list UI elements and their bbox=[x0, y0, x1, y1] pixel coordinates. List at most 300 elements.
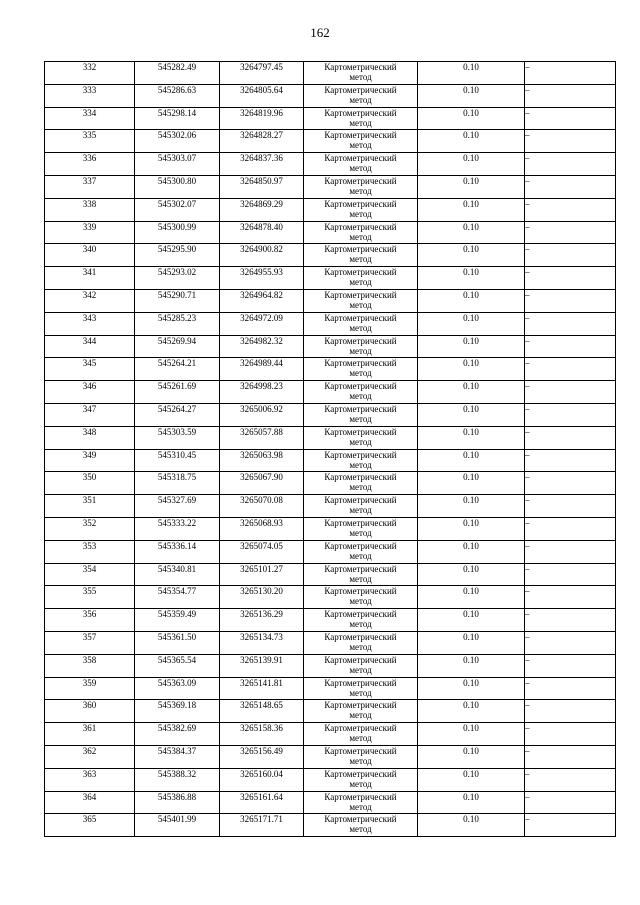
table-row bbox=[45, 723, 616, 746]
method-line-1: Картометрический bbox=[324, 654, 397, 665]
method-cell bbox=[304, 381, 418, 404]
note-cell: – bbox=[525, 540, 616, 563]
method-cell bbox=[304, 289, 418, 312]
y-coordinate-cell: 3265057.88 bbox=[220, 426, 304, 449]
method-line-1: Картометрический bbox=[324, 403, 397, 414]
method-cell bbox=[304, 107, 418, 130]
precision-cell: 0.10 bbox=[418, 426, 525, 449]
table-row bbox=[45, 175, 616, 198]
note-cell: – bbox=[525, 84, 616, 107]
point-number-cell: 350 bbox=[45, 472, 135, 495]
note-cell: – bbox=[525, 677, 616, 700]
method-cell bbox=[304, 198, 418, 221]
method-cell bbox=[304, 631, 418, 654]
method-line-2: метод bbox=[349, 687, 372, 698]
y-coordinate-cell: 3265171.71 bbox=[220, 814, 304, 837]
point-number-cell: 336 bbox=[45, 153, 135, 176]
table-row bbox=[45, 381, 616, 404]
point-number-cell: 354 bbox=[45, 563, 135, 586]
method-cell bbox=[304, 312, 418, 335]
method-line-1: Картометрический bbox=[324, 768, 397, 779]
method-cell bbox=[304, 563, 418, 586]
precision-cell: 0.10 bbox=[418, 609, 525, 632]
method-line-1: Картометрический bbox=[324, 358, 397, 369]
y-coordinate-cell: 3264878.40 bbox=[220, 221, 304, 244]
point-number-cell: 347 bbox=[45, 403, 135, 426]
table-row bbox=[45, 107, 616, 130]
precision-cell: 0.10 bbox=[418, 62, 525, 85]
method-line-2: метод bbox=[349, 505, 372, 516]
x-coordinate-cell: 545303.07 bbox=[135, 153, 220, 176]
x-coordinate-cell: 545285.23 bbox=[135, 312, 220, 335]
point-number-cell: 364 bbox=[45, 791, 135, 814]
method-cell bbox=[304, 130, 418, 153]
method-line-1: Картометрический bbox=[324, 267, 397, 278]
table-row bbox=[45, 814, 616, 837]
point-number-cell: 339 bbox=[45, 221, 135, 244]
method-line-2: метод bbox=[349, 482, 372, 493]
point-number-cell: 360 bbox=[45, 700, 135, 723]
y-coordinate-cell: 3264964.82 bbox=[220, 289, 304, 312]
x-coordinate-cell: 545369.18 bbox=[135, 700, 220, 723]
method-line-1: Картометрический bbox=[324, 289, 397, 300]
method-line-1: Картометрический bbox=[324, 700, 397, 711]
point-number-cell: 353 bbox=[45, 540, 135, 563]
note-cell: – bbox=[525, 517, 616, 540]
note-cell: – bbox=[525, 563, 616, 586]
precision-cell: 0.10 bbox=[418, 472, 525, 495]
precision-cell: 0.10 bbox=[418, 517, 525, 540]
precision-cell: 0.10 bbox=[418, 267, 525, 290]
x-coordinate-cell: 545290.71 bbox=[135, 289, 220, 312]
method-line-2: метод bbox=[349, 94, 372, 105]
method-cell bbox=[304, 472, 418, 495]
point-number-cell: 343 bbox=[45, 312, 135, 335]
method-line-2: метод bbox=[349, 391, 372, 402]
method-line-2: метод bbox=[349, 710, 372, 721]
table-row bbox=[45, 426, 616, 449]
y-coordinate-cell: 3264797.45 bbox=[220, 62, 304, 85]
method-line-1: Картометрический bbox=[324, 609, 397, 620]
note-cell: – bbox=[525, 267, 616, 290]
method-line-1: Картометрический bbox=[324, 84, 397, 95]
point-number-cell: 351 bbox=[45, 495, 135, 518]
point-number-cell: 345 bbox=[45, 358, 135, 381]
x-coordinate-cell: 545359.49 bbox=[135, 609, 220, 632]
table-row bbox=[45, 153, 616, 176]
note-cell: – bbox=[525, 586, 616, 609]
y-coordinate-cell: 3264850.97 bbox=[220, 175, 304, 198]
table-row bbox=[45, 358, 616, 381]
precision-cell: 0.10 bbox=[418, 540, 525, 563]
y-coordinate-cell: 3265006.92 bbox=[220, 403, 304, 426]
method-line-2: метод bbox=[349, 140, 372, 151]
method-cell bbox=[304, 791, 418, 814]
y-coordinate-cell: 3265158.36 bbox=[220, 723, 304, 746]
method-line-2: метод bbox=[349, 619, 372, 630]
method-line-1: Картометрический bbox=[324, 631, 397, 642]
point-number-cell: 348 bbox=[45, 426, 135, 449]
point-number-cell: 338 bbox=[45, 198, 135, 221]
method-line-2: метод bbox=[349, 185, 372, 196]
y-coordinate-cell: 3265161.64 bbox=[220, 791, 304, 814]
table-row bbox=[45, 472, 616, 495]
table-row bbox=[45, 768, 616, 791]
precision-cell: 0.10 bbox=[418, 403, 525, 426]
precision-cell: 0.10 bbox=[418, 84, 525, 107]
note-cell: – bbox=[525, 700, 616, 723]
method-line-1: Картометрический bbox=[324, 153, 397, 164]
precision-cell: 0.10 bbox=[418, 335, 525, 358]
note-cell: – bbox=[525, 631, 616, 654]
precision-cell: 0.10 bbox=[418, 175, 525, 198]
method-line-2: метод bbox=[349, 231, 372, 242]
note-cell: – bbox=[525, 472, 616, 495]
method-line-1: Картометрический bbox=[324, 791, 397, 802]
method-line-1: Картометрический bbox=[324, 472, 397, 483]
precision-cell: 0.10 bbox=[418, 814, 525, 837]
method-line-1: Картометрический bbox=[324, 495, 397, 506]
y-coordinate-cell: 3264819.96 bbox=[220, 107, 304, 130]
y-coordinate-cell: 3265074.05 bbox=[220, 540, 304, 563]
point-number-cell: 352 bbox=[45, 517, 135, 540]
method-cell bbox=[304, 814, 418, 837]
x-coordinate-cell: 545310.45 bbox=[135, 449, 220, 472]
note-cell: – bbox=[525, 312, 616, 335]
y-coordinate-cell: 3265063.98 bbox=[220, 449, 304, 472]
note-cell: – bbox=[525, 814, 616, 837]
x-coordinate-cell: 545300.80 bbox=[135, 175, 220, 198]
y-coordinate-cell: 3265139.91 bbox=[220, 654, 304, 677]
method-line-2: метод bbox=[349, 641, 372, 652]
note-cell: – bbox=[525, 723, 616, 746]
method-cell bbox=[304, 677, 418, 700]
method-line-1: Картометрический bbox=[324, 677, 397, 688]
table-row bbox=[45, 289, 616, 312]
x-coordinate-cell: 545286.63 bbox=[135, 84, 220, 107]
x-coordinate-cell: 545269.94 bbox=[135, 335, 220, 358]
x-coordinate-cell: 545293.02 bbox=[135, 267, 220, 290]
table-row bbox=[45, 449, 616, 472]
method-line-1: Картометрический bbox=[324, 723, 397, 734]
method-line-2: метод bbox=[349, 778, 372, 789]
x-coordinate-cell: 545363.09 bbox=[135, 677, 220, 700]
note-cell: – bbox=[525, 381, 616, 404]
method-cell bbox=[304, 745, 418, 768]
precision-cell: 0.10 bbox=[418, 107, 525, 130]
point-number-cell: 334 bbox=[45, 107, 135, 130]
method-line-1: Картометрический bbox=[324, 107, 397, 118]
table-row bbox=[45, 312, 616, 335]
point-number-cell: 335 bbox=[45, 130, 135, 153]
precision-cell: 0.10 bbox=[418, 586, 525, 609]
note-cell: – bbox=[525, 791, 616, 814]
precision-cell: 0.10 bbox=[418, 677, 525, 700]
method-line-1: Картометрический bbox=[324, 381, 397, 392]
x-coordinate-cell: 545261.69 bbox=[135, 381, 220, 404]
method-cell bbox=[304, 84, 418, 107]
point-number-cell: 359 bbox=[45, 677, 135, 700]
table-row bbox=[45, 586, 616, 609]
y-coordinate-cell: 3265136.29 bbox=[220, 609, 304, 632]
note-cell: – bbox=[525, 107, 616, 130]
method-line-2: метод bbox=[349, 277, 372, 288]
note-cell: – bbox=[525, 745, 616, 768]
x-coordinate-cell: 545298.14 bbox=[135, 107, 220, 130]
y-coordinate-cell: 3264900.82 bbox=[220, 244, 304, 267]
point-number-cell: 337 bbox=[45, 175, 135, 198]
precision-cell: 0.10 bbox=[418, 289, 525, 312]
x-coordinate-cell: 545336.14 bbox=[135, 540, 220, 563]
point-number-cell: 341 bbox=[45, 267, 135, 290]
method-cell bbox=[304, 586, 418, 609]
precision-cell: 0.10 bbox=[418, 631, 525, 654]
x-coordinate-cell: 545300.99 bbox=[135, 221, 220, 244]
page-number: 162 bbox=[310, 25, 330, 40]
method-line-2: метод bbox=[349, 596, 372, 607]
method-cell bbox=[304, 153, 418, 176]
note-cell: – bbox=[525, 768, 616, 791]
precision-cell: 0.10 bbox=[418, 312, 525, 335]
precision-cell: 0.10 bbox=[418, 244, 525, 267]
y-coordinate-cell: 3265160.04 bbox=[220, 768, 304, 791]
note-cell: – bbox=[525, 426, 616, 449]
note-cell: – bbox=[525, 449, 616, 472]
table-row bbox=[45, 631, 616, 654]
method-line-2: метод bbox=[349, 345, 372, 356]
y-coordinate-cell: 3265101.27 bbox=[220, 563, 304, 586]
method-cell bbox=[304, 540, 418, 563]
y-coordinate-cell: 3265141.81 bbox=[220, 677, 304, 700]
method-line-1: Картометрический bbox=[324, 563, 397, 574]
method-cell bbox=[304, 609, 418, 632]
method-line-1: Картометрический bbox=[324, 449, 397, 460]
x-coordinate-cell: 545302.06 bbox=[135, 130, 220, 153]
x-coordinate-cell: 545365.54 bbox=[135, 654, 220, 677]
method-line-2: метод bbox=[349, 322, 372, 333]
precision-cell: 0.10 bbox=[418, 495, 525, 518]
note-cell: – bbox=[525, 244, 616, 267]
point-number-cell: 355 bbox=[45, 586, 135, 609]
table-row bbox=[45, 244, 616, 267]
method-cell bbox=[304, 426, 418, 449]
y-coordinate-cell: 3264828.27 bbox=[220, 130, 304, 153]
method-cell bbox=[304, 449, 418, 472]
method-cell bbox=[304, 723, 418, 746]
table-body bbox=[45, 62, 616, 837]
table-row bbox=[45, 609, 616, 632]
y-coordinate-cell: 3265070.08 bbox=[220, 495, 304, 518]
precision-cell: 0.10 bbox=[418, 745, 525, 768]
precision-cell: 0.10 bbox=[418, 791, 525, 814]
x-coordinate-cell: 545384.37 bbox=[135, 745, 220, 768]
method-line-2: метод bbox=[349, 254, 372, 265]
table-row bbox=[45, 267, 616, 290]
precision-cell: 0.10 bbox=[418, 358, 525, 381]
method-line-2: метод bbox=[349, 117, 372, 128]
note-cell: – bbox=[525, 358, 616, 381]
x-coordinate-cell: 545354.77 bbox=[135, 586, 220, 609]
point-number-cell: 358 bbox=[45, 654, 135, 677]
precision-cell: 0.10 bbox=[418, 654, 525, 677]
x-coordinate-cell: 545327.69 bbox=[135, 495, 220, 518]
x-coordinate-cell: 545303.59 bbox=[135, 426, 220, 449]
y-coordinate-cell: 3264837.36 bbox=[220, 153, 304, 176]
x-coordinate-cell: 545382.69 bbox=[135, 723, 220, 746]
y-coordinate-cell: 3265148.65 bbox=[220, 700, 304, 723]
table-row bbox=[45, 62, 616, 85]
note-cell: – bbox=[525, 335, 616, 358]
method-line-2: метод bbox=[349, 733, 372, 744]
method-line-1: Картометрический bbox=[324, 517, 397, 528]
method-line-2: метод bbox=[349, 755, 372, 766]
method-line-1: Картометрический bbox=[324, 586, 397, 597]
method-cell bbox=[304, 175, 418, 198]
x-coordinate-cell: 545361.50 bbox=[135, 631, 220, 654]
note-cell: – bbox=[525, 609, 616, 632]
x-coordinate-cell: 545388.32 bbox=[135, 768, 220, 791]
method-cell bbox=[304, 495, 418, 518]
precision-cell: 0.10 bbox=[418, 449, 525, 472]
method-cell bbox=[304, 221, 418, 244]
note-cell: – bbox=[525, 198, 616, 221]
method-line-2: метод bbox=[349, 413, 372, 424]
y-coordinate-cell: 3265134.73 bbox=[220, 631, 304, 654]
table-row bbox=[45, 540, 616, 563]
point-number-cell: 363 bbox=[45, 768, 135, 791]
coordinates-table bbox=[44, 61, 616, 837]
note-cell: – bbox=[525, 403, 616, 426]
note-cell: – bbox=[525, 175, 616, 198]
table-row bbox=[45, 563, 616, 586]
note-cell: – bbox=[525, 153, 616, 176]
x-coordinate-cell: 545264.21 bbox=[135, 358, 220, 381]
note-cell: – bbox=[525, 130, 616, 153]
method-line-2: метод bbox=[349, 299, 372, 310]
point-number-cell: 346 bbox=[45, 381, 135, 404]
point-number-cell: 332 bbox=[45, 62, 135, 85]
precision-cell: 0.10 bbox=[418, 198, 525, 221]
y-coordinate-cell: 3264998.23 bbox=[220, 381, 304, 404]
x-coordinate-cell: 545401.99 bbox=[135, 814, 220, 837]
point-number-cell: 356 bbox=[45, 609, 135, 632]
method-line-2: метод bbox=[349, 527, 372, 538]
y-coordinate-cell: 3265067.90 bbox=[220, 472, 304, 495]
method-line-1: Картометрический bbox=[324, 426, 397, 437]
method-cell bbox=[304, 62, 418, 85]
method-line-1: Картометрический bbox=[324, 244, 397, 255]
method-line-1: Картометрический bbox=[324, 62, 397, 72]
point-number-cell: 340 bbox=[45, 244, 135, 267]
method-cell bbox=[304, 403, 418, 426]
y-coordinate-cell: 3265068.93 bbox=[220, 517, 304, 540]
point-number-cell: 349 bbox=[45, 449, 135, 472]
table-row bbox=[45, 198, 616, 221]
note-cell: – bbox=[525, 654, 616, 677]
method-cell bbox=[304, 517, 418, 540]
method-line-2: метод bbox=[349, 550, 372, 561]
table-row bbox=[45, 84, 616, 107]
x-coordinate-cell: 545295.90 bbox=[135, 244, 220, 267]
method-line-2: метод bbox=[349, 664, 372, 675]
y-coordinate-cell: 3264869.29 bbox=[220, 198, 304, 221]
method-cell bbox=[304, 358, 418, 381]
method-line-1: Картометрический bbox=[324, 130, 397, 141]
precision-cell: 0.10 bbox=[418, 768, 525, 791]
x-coordinate-cell: 545333.22 bbox=[135, 517, 220, 540]
table-row bbox=[45, 791, 616, 814]
method-cell bbox=[304, 335, 418, 358]
precision-cell: 0.10 bbox=[418, 563, 525, 586]
note-cell: – bbox=[525, 495, 616, 518]
point-number-cell: 344 bbox=[45, 335, 135, 358]
point-number-cell: 333 bbox=[45, 84, 135, 107]
table-row bbox=[45, 495, 616, 518]
point-number-cell: 365 bbox=[45, 814, 135, 837]
x-coordinate-cell: 545340.81 bbox=[135, 563, 220, 586]
method-line-2: метод bbox=[349, 208, 372, 219]
precision-cell: 0.10 bbox=[418, 700, 525, 723]
precision-cell: 0.10 bbox=[418, 153, 525, 176]
note-cell: – bbox=[525, 62, 616, 85]
method-cell bbox=[304, 267, 418, 290]
method-line-2: метод bbox=[349, 801, 372, 812]
point-number-cell: 362 bbox=[45, 745, 135, 768]
point-number-cell: 361 bbox=[45, 723, 135, 746]
method-line-2: метод bbox=[349, 436, 372, 447]
method-line-1: Картометрический bbox=[324, 335, 397, 346]
point-number-cell: 342 bbox=[45, 289, 135, 312]
table-row bbox=[45, 677, 616, 700]
method-line-2: метод bbox=[349, 72, 372, 82]
table-row bbox=[45, 335, 616, 358]
method-line-1: Картометрический bbox=[324, 814, 397, 825]
method-cell bbox=[304, 244, 418, 267]
method-line-1: Картометрический bbox=[324, 221, 397, 232]
note-cell: – bbox=[525, 221, 616, 244]
method-line-2: метод bbox=[349, 368, 372, 379]
method-line-1: Картометрический bbox=[324, 312, 397, 323]
precision-cell: 0.10 bbox=[418, 130, 525, 153]
x-coordinate-cell: 545264.27 bbox=[135, 403, 220, 426]
method-line-2: метод bbox=[349, 824, 372, 835]
method-line-1: Картометрический bbox=[324, 198, 397, 209]
y-coordinate-cell: 3264805.64 bbox=[220, 84, 304, 107]
precision-cell: 0.10 bbox=[418, 381, 525, 404]
x-coordinate-cell: 545318.75 bbox=[135, 472, 220, 495]
y-coordinate-cell: 3264955.93 bbox=[220, 267, 304, 290]
method-line-1: Картометрический bbox=[324, 175, 397, 186]
y-coordinate-cell: 3264989.44 bbox=[220, 358, 304, 381]
y-coordinate-cell: 3264982.32 bbox=[220, 335, 304, 358]
y-coordinate-cell: 3265156.49 bbox=[220, 745, 304, 768]
y-coordinate-cell: 3265130.20 bbox=[220, 586, 304, 609]
method-cell bbox=[304, 700, 418, 723]
table-row bbox=[45, 130, 616, 153]
x-coordinate-cell: 545302.07 bbox=[135, 198, 220, 221]
method-line-1: Картометрический bbox=[324, 745, 397, 756]
x-coordinate-cell: 545282.49 bbox=[135, 62, 220, 85]
precision-cell: 0.10 bbox=[418, 723, 525, 746]
method-line-2: метод bbox=[349, 573, 372, 584]
method-cell bbox=[304, 654, 418, 677]
table-row bbox=[45, 517, 616, 540]
table-row bbox=[45, 700, 616, 723]
method-line-2: метод bbox=[349, 163, 372, 174]
method-cell bbox=[304, 768, 418, 791]
table-row bbox=[45, 654, 616, 677]
precision-cell: 0.10 bbox=[418, 221, 525, 244]
